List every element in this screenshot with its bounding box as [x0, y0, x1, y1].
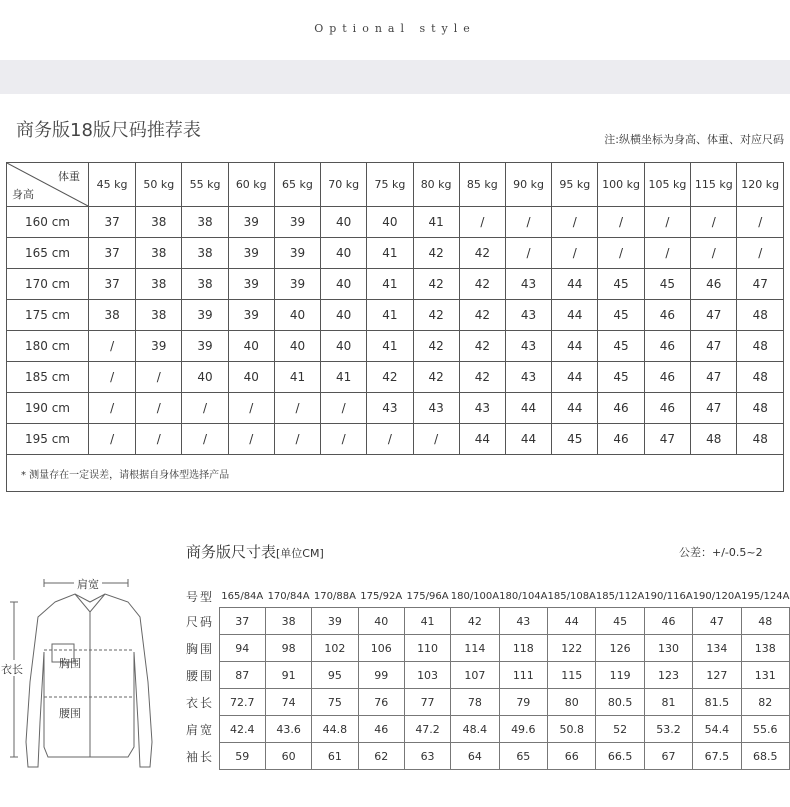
- type-header: 190/120A: [692, 590, 742, 602]
- measure-cell: 67.5: [693, 743, 741, 770]
- measure-cell: 138: [741, 635, 789, 662]
- weight-header: 60 kg: [228, 163, 274, 207]
- measure-label: 袖长: [186, 749, 215, 764]
- size-cell: 46: [644, 393, 690, 424]
- measure-cell: 81.5: [693, 689, 741, 716]
- size-cell: 42: [367, 362, 413, 393]
- measure-cell: 72.7: [219, 689, 265, 716]
- size-cell: 38: [136, 300, 182, 331]
- size-chart-row: [184, 662, 790, 689]
- size-cell: 42: [459, 238, 505, 269]
- measure-cell: 80: [548, 689, 596, 716]
- weight-header: 95 kg: [552, 163, 598, 207]
- size-cell: 42: [413, 331, 459, 362]
- size-cell: 40: [274, 300, 320, 331]
- size-cell: 43: [505, 331, 551, 362]
- size-cell: /: [274, 424, 320, 455]
- size-cell: 43: [505, 269, 551, 300]
- size-cell: 47: [691, 393, 737, 424]
- type-header: 185/112A: [595, 590, 645, 602]
- size-cell: 39: [274, 238, 320, 269]
- size-cell: 46: [691, 269, 737, 300]
- size-cell: /: [691, 238, 737, 269]
- size-cell: 40: [228, 331, 274, 362]
- measure-cell: 43: [499, 608, 547, 635]
- size-cell: 46: [644, 331, 690, 362]
- shirt-outline: [26, 594, 152, 767]
- measure-cell: 80.5: [596, 689, 644, 716]
- measure-cell: 62: [358, 743, 404, 770]
- waist-label: 腰围: [59, 707, 81, 720]
- size-cell: 46: [644, 362, 690, 393]
- measure-cell: 130: [644, 635, 692, 662]
- size-cell: /: [89, 424, 136, 455]
- type-header: 165/84A: [221, 590, 264, 602]
- size-chart-unit: [单位CM]: [276, 547, 324, 560]
- size-cell: /: [737, 238, 783, 269]
- recommendation-row: [7, 300, 783, 331]
- type-header: 175/92A: [360, 590, 403, 602]
- size-cell: 39: [182, 300, 228, 331]
- size-cell: 42: [459, 362, 505, 393]
- size-cell: 43: [459, 393, 505, 424]
- recommendation-note: 注:纵横坐标为身高、体重、对应尺码: [604, 133, 784, 146]
- size-cell: 40: [321, 331, 367, 362]
- measure-cell: 38: [265, 608, 311, 635]
- size-cell: 38: [182, 238, 228, 269]
- height-cell: 175 cm: [7, 300, 89, 331]
- weight-header: 45 kg: [89, 163, 136, 207]
- height-cell: 185 cm: [7, 362, 89, 393]
- size-cell: 43: [505, 300, 551, 331]
- size-cell: 40: [182, 362, 228, 393]
- size-chart-title-text: 商务版尺寸表: [186, 543, 277, 561]
- size-cell: 37: [89, 207, 136, 238]
- measure-cell: 79: [499, 689, 547, 716]
- size-cell: 38: [182, 207, 228, 238]
- measure-cell: 41: [404, 608, 450, 635]
- weight-header: 75 kg: [367, 163, 413, 207]
- size-cell: 39: [228, 207, 274, 238]
- size-cell: /: [598, 207, 644, 238]
- weight-header: 115 kg: [691, 163, 737, 207]
- measure-cell: 107: [451, 662, 499, 689]
- size-type-row: [184, 585, 790, 608]
- recommendation-row: [7, 331, 783, 362]
- size-cell: 41: [367, 331, 413, 362]
- size-cell: 45: [598, 362, 644, 393]
- measure-cell: 99: [358, 662, 404, 689]
- size-cell: 39: [228, 269, 274, 300]
- size-cell: /: [321, 424, 367, 455]
- recommendation-row: [7, 362, 783, 393]
- size-cell: 41: [367, 269, 413, 300]
- size-cell: 46: [598, 424, 644, 455]
- height-cell: 170 cm: [7, 269, 89, 300]
- measure-cell: 106: [358, 635, 404, 662]
- size-cell: 43: [367, 393, 413, 424]
- size-cell: 40: [321, 207, 367, 238]
- size-cell: /: [552, 207, 598, 238]
- shirt-diagram: [0, 572, 180, 807]
- type-header: 170/84A: [267, 590, 310, 602]
- size-cell: /: [182, 393, 228, 424]
- measure-cell: 111: [499, 662, 547, 689]
- weight-header: 70 kg: [321, 163, 367, 207]
- size-cell: 48: [691, 424, 737, 455]
- measure-label: 胸围: [186, 641, 215, 656]
- size-cell: /: [691, 207, 737, 238]
- measure-cell: 81: [644, 689, 692, 716]
- size-cell: /: [505, 238, 551, 269]
- size-cell: 42: [413, 238, 459, 269]
- recommendation-row: [7, 269, 783, 300]
- size-chart-title: [186, 541, 324, 562]
- size-cell: 41: [274, 362, 320, 393]
- size-cell: 40: [321, 238, 367, 269]
- measure-cell: 66: [548, 743, 596, 770]
- banner-band: [0, 60, 790, 94]
- size-cell: 39: [228, 238, 274, 269]
- size-cell: 43: [413, 393, 459, 424]
- measure-cell: 114: [451, 635, 499, 662]
- size-cell: 43: [505, 362, 551, 393]
- size-cell: 44: [459, 424, 505, 455]
- size-cell: /: [89, 393, 136, 424]
- recommendation-row: [7, 238, 783, 269]
- measure-cell: 46: [358, 716, 404, 743]
- measure-cell: 46: [644, 608, 692, 635]
- weight-header: 85 kg: [459, 163, 505, 207]
- size-cell: 39: [136, 331, 182, 362]
- size-cell: 47: [691, 362, 737, 393]
- size-cell: 47: [737, 269, 783, 300]
- height-cell: 165 cm: [7, 238, 89, 269]
- size-cell: /: [737, 207, 783, 238]
- measure-cell: 126: [596, 635, 644, 662]
- size-chart-row: [184, 689, 790, 716]
- measure-cell: 127: [693, 662, 741, 689]
- measure-cell: 43.6: [265, 716, 311, 743]
- measure-cell: 65: [499, 743, 547, 770]
- size-cell: 47: [691, 300, 737, 331]
- type-label: 号型: [186, 589, 215, 604]
- measure-cell: 44: [548, 608, 596, 635]
- recommendation-row: [7, 207, 783, 238]
- size-cell: 46: [644, 300, 690, 331]
- measure-cell: 95: [312, 662, 358, 689]
- size-cell: /: [644, 238, 690, 269]
- size-cell: 39: [274, 269, 320, 300]
- measure-cell: 53.2: [644, 716, 692, 743]
- size-cell: 44: [552, 300, 598, 331]
- size-chart-row: [184, 743, 790, 770]
- size-cell: 47: [691, 331, 737, 362]
- size-chart-row: [184, 608, 790, 635]
- size-cell: /: [136, 362, 182, 393]
- size-cell: /: [182, 424, 228, 455]
- size-cell: /: [228, 393, 274, 424]
- size-cell: /: [136, 393, 182, 424]
- measure-cell: 44.8: [312, 716, 358, 743]
- type-header: 180/104A: [499, 590, 548, 602]
- size-cell: 46: [598, 393, 644, 424]
- measure-cell: 67: [644, 743, 692, 770]
- size-cell: 45: [598, 269, 644, 300]
- type-header: 175/96A: [406, 590, 449, 602]
- size-cell: 41: [321, 362, 367, 393]
- size-cell: 45: [598, 300, 644, 331]
- size-cell: 45: [552, 424, 598, 455]
- measure-label: 肩宽: [186, 722, 215, 737]
- weight-header: 55 kg: [182, 163, 228, 207]
- measure-cell: 134: [693, 635, 741, 662]
- size-cell: 44: [552, 362, 598, 393]
- size-cell: 37: [89, 269, 136, 300]
- measure-cell: 40: [358, 608, 404, 635]
- size-cell: 44: [552, 269, 598, 300]
- weight-header: 65 kg: [274, 163, 320, 207]
- recommendation-row: [7, 393, 783, 424]
- measure-cell: 37: [219, 608, 265, 635]
- weight-header: 90 kg: [505, 163, 551, 207]
- measure-cell: 74: [265, 689, 311, 716]
- measure-cell: 47: [693, 608, 741, 635]
- size-cell: 48: [737, 424, 783, 455]
- size-cell: 44: [505, 393, 551, 424]
- weight-axis-label: 体重: [58, 170, 80, 183]
- recommendation-row: [7, 424, 783, 455]
- size-cell: 44: [505, 424, 551, 455]
- measure-cell: 102: [312, 635, 358, 662]
- recommendation-table: [6, 162, 784, 492]
- measure-cell: 64: [451, 743, 499, 770]
- size-cell: /: [367, 424, 413, 455]
- size-cell: 45: [598, 331, 644, 362]
- size-chart-row: [184, 716, 790, 743]
- recommendation-footnote: * 测量存在一定误差，请根据自身体型选择产品: [21, 470, 230, 481]
- measure-cell: 68.5: [741, 743, 789, 770]
- measure-label: 腰围: [186, 668, 215, 683]
- measure-cell: 131: [741, 662, 789, 689]
- size-cell: 48: [737, 393, 783, 424]
- size-cell: /: [321, 393, 367, 424]
- measure-cell: 119: [596, 662, 644, 689]
- size-cell: 40: [228, 362, 274, 393]
- size-cell: 42: [413, 362, 459, 393]
- measure-cell: 103: [404, 662, 450, 689]
- size-cell: /: [459, 207, 505, 238]
- size-cell: 39: [182, 331, 228, 362]
- measure-cell: 76: [358, 689, 404, 716]
- size-cell: 48: [737, 300, 783, 331]
- size-cell: 41: [367, 238, 413, 269]
- measure-cell: 123: [644, 662, 692, 689]
- size-cell: 45: [644, 269, 690, 300]
- size-cell: 42: [459, 300, 505, 331]
- measure-cell: 54.4: [693, 716, 741, 743]
- measure-cell: 42: [451, 608, 499, 635]
- measure-cell: 39: [312, 608, 358, 635]
- size-cell: 44: [552, 331, 598, 362]
- weight-header: 105 kg: [644, 163, 690, 207]
- size-cell: 37: [89, 238, 136, 269]
- measure-cell: 49.6: [499, 716, 547, 743]
- measure-cell: 48.4: [451, 716, 499, 743]
- measure-cell: 115: [548, 662, 596, 689]
- weight-header: 50 kg: [136, 163, 182, 207]
- tolerance-note: 公差：+/-0.5~2: [679, 546, 763, 559]
- measure-cell: 118: [499, 635, 547, 662]
- size-cell: 41: [413, 207, 459, 238]
- measure-cell: 47.2: [404, 716, 450, 743]
- size-cell: 40: [321, 300, 367, 331]
- shoulder-label: 肩宽: [77, 578, 99, 591]
- size-cell: 42: [459, 269, 505, 300]
- measure-cell: 110: [404, 635, 450, 662]
- size-cell: 39: [274, 207, 320, 238]
- weight-header: 100 kg: [598, 163, 644, 207]
- size-chart-table: [184, 585, 790, 770]
- size-cell: 40: [367, 207, 413, 238]
- weight-header: 120 kg: [737, 163, 783, 207]
- measure-cell: 55.6: [741, 716, 789, 743]
- size-cell: /: [89, 362, 136, 393]
- size-cell: /: [552, 238, 598, 269]
- measure-cell: 98: [265, 635, 311, 662]
- size-cell: /: [644, 207, 690, 238]
- length-label: 衣长: [1, 663, 23, 676]
- height-cell: 160 cm: [7, 207, 89, 238]
- measure-label: 衣长: [186, 695, 215, 710]
- size-cell: 48: [737, 331, 783, 362]
- size-cell: /: [89, 331, 136, 362]
- size-cell: /: [413, 424, 459, 455]
- size-cell: 38: [136, 269, 182, 300]
- size-cell: 39: [228, 300, 274, 331]
- measure-cell: 122: [548, 635, 596, 662]
- size-cell: 40: [321, 269, 367, 300]
- size-cell: /: [228, 424, 274, 455]
- type-header: 190/116A: [644, 590, 693, 602]
- measure-cell: 59: [219, 743, 265, 770]
- size-cell: /: [136, 424, 182, 455]
- size-cell: 38: [136, 207, 182, 238]
- size-cell: 38: [136, 238, 182, 269]
- height-cell: 190 cm: [7, 393, 89, 424]
- measure-cell: 42.4: [219, 716, 265, 743]
- measure-cell: 63: [404, 743, 450, 770]
- type-header: 195/124A: [741, 590, 790, 602]
- type-header: 180/100A: [450, 590, 500, 602]
- type-header: 185/108A: [547, 590, 596, 602]
- size-cell: 47: [644, 424, 690, 455]
- measure-cell: 82: [741, 689, 789, 716]
- size-cell: 41: [367, 300, 413, 331]
- measure-cell: 45: [596, 608, 644, 635]
- size-cell: /: [505, 207, 551, 238]
- weight-height-corner: [7, 163, 89, 207]
- chest-label: 胸围: [59, 657, 81, 670]
- recommendation-header-row: [7, 163, 783, 207]
- size-cell: /: [274, 393, 320, 424]
- size-cell: 42: [459, 331, 505, 362]
- height-cell: 195 cm: [7, 424, 89, 455]
- size-cell: 40: [274, 331, 320, 362]
- size-cell: 48: [737, 362, 783, 393]
- measure-cell: 77: [404, 689, 450, 716]
- size-chart-row: [184, 635, 790, 662]
- size-cell: 42: [413, 300, 459, 331]
- measure-cell: 50.8: [548, 716, 596, 743]
- weight-header: 80 kg: [413, 163, 459, 207]
- size-cell: 42: [413, 269, 459, 300]
- measure-cell: 52: [596, 716, 644, 743]
- size-cell: 38: [89, 300, 136, 331]
- measure-cell: 91: [265, 662, 311, 689]
- recommendation-title: 商务版18版尺码推荐表: [16, 120, 201, 141]
- measure-cell: 48: [741, 608, 789, 635]
- size-cell: /: [598, 238, 644, 269]
- measure-label: 尺码: [186, 614, 215, 629]
- size-cell: 38: [182, 269, 228, 300]
- measure-cell: 78: [451, 689, 499, 716]
- type-header: 170/88A: [313, 590, 356, 602]
- measure-cell: 75: [312, 689, 358, 716]
- measure-cell: 94: [219, 635, 265, 662]
- measure-cell: 66.5: [596, 743, 644, 770]
- tagline: Optional style: [314, 22, 476, 35]
- measure-cell: 61: [312, 743, 358, 770]
- measure-cell: 60: [265, 743, 311, 770]
- measure-cell: 87: [219, 662, 265, 689]
- height-axis-label: 身高: [12, 188, 34, 201]
- size-cell: 44: [552, 393, 598, 424]
- height-cell: 180 cm: [7, 331, 89, 362]
